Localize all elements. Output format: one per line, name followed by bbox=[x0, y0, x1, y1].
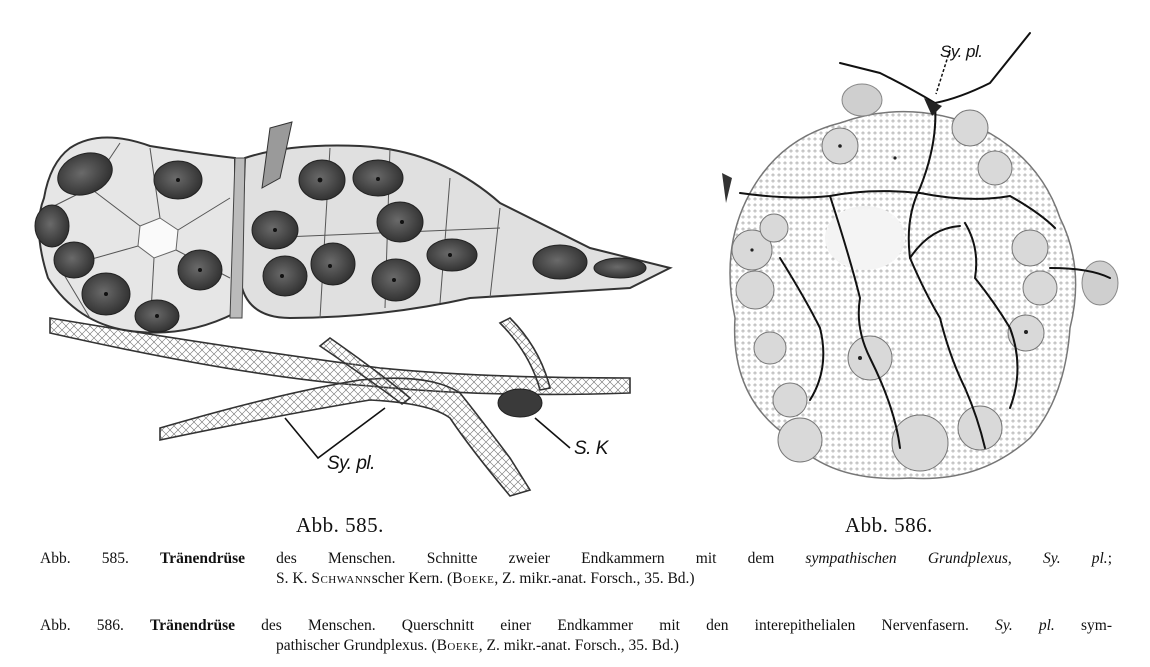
caption-585-bold: Tränendrüse bbox=[160, 550, 245, 567]
caption-585 bbox=[40, 549, 1112, 589]
caption-585-l2c: , Z. mikr.-anat. Forsch., 35. Bd.) bbox=[494, 570, 695, 587]
caption-586-line-2 bbox=[40, 636, 1112, 656]
outer-cell-right bbox=[1082, 261, 1118, 305]
pointer-sy-pl bbox=[285, 408, 385, 458]
label-sk: S. K bbox=[574, 438, 608, 459]
caption-585-boeke: Boeke bbox=[452, 570, 495, 587]
caption-585-l2b: scher Kern. ( bbox=[371, 570, 453, 587]
caption-585-line-1 bbox=[40, 549, 1112, 569]
caption-585-prefix: Abb. 585. bbox=[40, 550, 129, 567]
caption-585-italic1: sympathischen Grundplexus bbox=[805, 550, 1008, 567]
cross-section-drawing bbox=[710, 28, 1135, 493]
caption-586-line-1 bbox=[40, 616, 1112, 636]
caption-585-text3: ; bbox=[1107, 550, 1112, 567]
plexus-knot-left bbox=[722, 173, 732, 203]
figure-number-586: Abb. 586. bbox=[845, 513, 933, 537]
caption-586-prefix: Abb. 586. bbox=[40, 617, 124, 634]
caption-586-boeke: Boeke bbox=[436, 637, 479, 654]
figure-586-illustration bbox=[710, 28, 1135, 493]
caption-585-italic2: Sy. pl. bbox=[1042, 550, 1108, 567]
caption-585-schwann: Schwann bbox=[311, 570, 372, 587]
figure-585-illustration bbox=[30, 118, 690, 503]
caption-586-text2: sym- bbox=[1054, 617, 1112, 634]
caption-585-l2a: S. K. bbox=[276, 570, 312, 587]
caption-585-text1: des Menschen. Schnitte zweier Endkammern mit dem bbox=[245, 550, 806, 567]
caption-585-text2: , bbox=[1007, 550, 1043, 567]
caption-586-l2b: , Z. mikr.-anat. Forsch., 35. Bd.) bbox=[478, 637, 679, 654]
caption-586-text1: des Menschen. Querschnitt einer Endkammer mit den interepithelialen Nervenfasern. bbox=[235, 617, 996, 634]
label-sy-pl-586: Sy. pl. bbox=[940, 42, 983, 61]
caption-586 bbox=[40, 616, 1112, 656]
caption-586-italic1: Sy. pl. bbox=[995, 617, 1055, 634]
label-sy-pl-585: Sy. pl. bbox=[327, 453, 375, 474]
figure-number-585: Abb. 585. bbox=[296, 513, 384, 537]
schwann-nucleus bbox=[498, 389, 542, 417]
outer-cell-top bbox=[842, 84, 882, 116]
caption-586-l2a: pathischer Grundplexus. ( bbox=[276, 637, 437, 654]
caption-585-line-2 bbox=[40, 569, 1112, 589]
caption-586-bold: Tränendrüse bbox=[150, 617, 236, 634]
pointer-sk bbox=[535, 418, 570, 448]
